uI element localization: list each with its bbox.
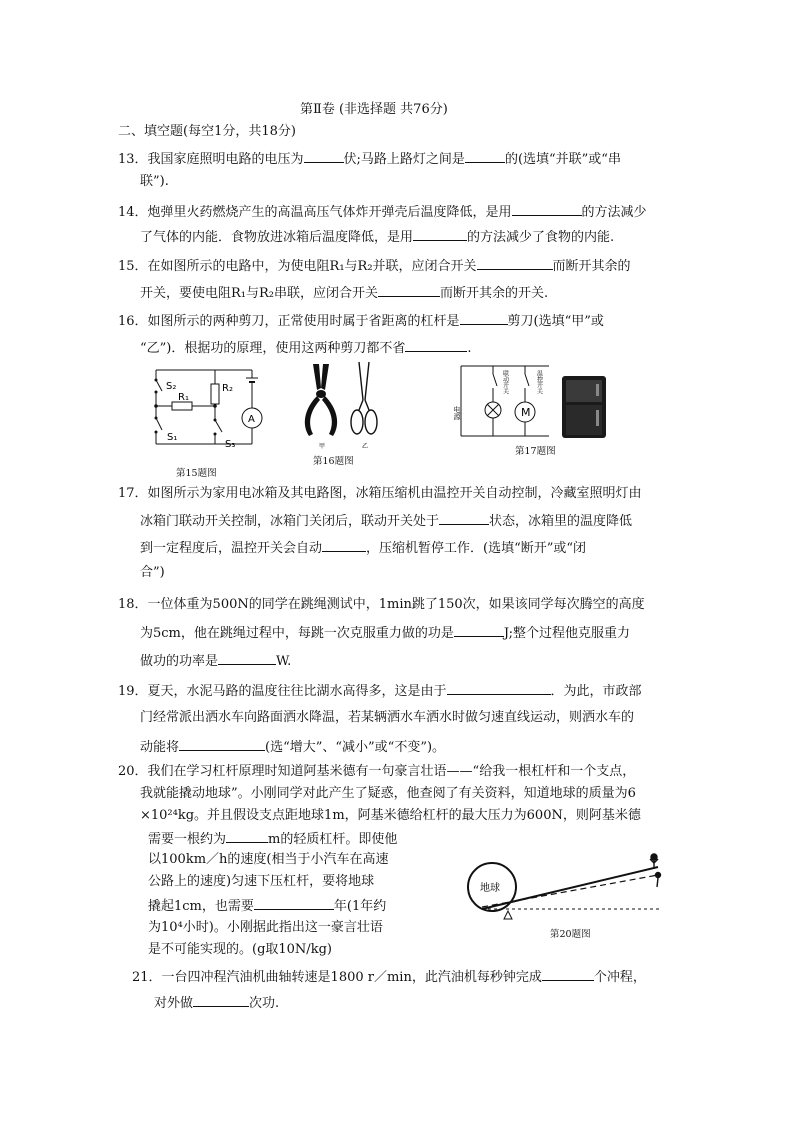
question-19-line-1: 19．夏天，水泥马路的温度往往比湖水高得多，这是由于 ．为此，市政部 [118,680,642,702]
question-20-line-8: 为10⁴小时)。小刚据此指出这一豪言壮语 [148,920,383,935]
answer-blank[interactable] [460,310,508,325]
answer-blank[interactable] [439,510,489,525]
question-13-line-1: 13．我国家庭照明电路的电压为 伏;马路上路灯之间是 的(选填“并联”或“串 [118,148,621,170]
question-17-line-4: 合”) [140,565,165,580]
answer-blank[interactable] [405,337,467,352]
label-earth: 地球 [480,883,500,894]
question-21-line-2: 对外做 次功. [154,992,279,1014]
answer-blank[interactable] [254,895,334,910]
question-18-line-2: 为5cm，他在跳绳过程中，每跳一次克服重力做的功是 J;整个过程他克服重力 [140,622,630,644]
question-14-line-1: 14．炮弹里火药燃烧产生的高温高压气体炸开弹壳后温度降低，是用 的方法减少 [118,201,647,223]
figure-15-caption: 第15题图 [176,468,217,479]
label-door-switch: 联动开关 [501,370,509,394]
answer-blank[interactable] [447,680,551,695]
figure-20-lever [462,845,672,925]
question-17-line-1: 17．如图所示为家用电冰箱及其电路图，冰箱压缩机由温控开关自动控制，冷藏室照明灯由 [118,486,642,501]
question-20-line-2: 我就能撬动地球”。小刚同学对此产生了疑惑，他查阅了有关资料，知道地球的质量为6 [140,786,636,801]
question-21-line-1: 21．一台四冲程汽油机曲轴转速是1800 r／min，此汽油机每秒钟完成 个冲程， [132,966,646,988]
answer-blank[interactable] [512,201,582,216]
label-r1: R₁ [178,392,189,403]
question-19-line-3: 动能将 (选“增大”、“减小”或“不变”)。 [140,736,445,758]
part-heading: 二、填空题(每空1分，共18分) [118,124,296,139]
answer-blank[interactable] [465,148,505,163]
label-ammeter: A [248,414,255,425]
question-17-line-2: 冰箱门联动开关控制，冰箱门关闭后，联动开关处于 状态，冰箱里的温度降低 [140,510,632,532]
question-17-line-3: 到一定程度后，温控开关会自动 ，压缩机暂停工作．(选填“断开”或“闭 [140,537,586,559]
question-19-line-2: 门经常派出洒水车向路面洒水降温，若某辆洒水车洒水时做匀速直线运动，则洒水车的 [140,710,635,725]
question-20-line-5: 以100km／h的速度(相当于小汽车在高速 [148,852,389,867]
answer-blank[interactable] [218,650,276,665]
label-s3: S₃ [225,439,236,450]
label-s2: S₂ [166,381,177,392]
label-yi: 乙 [362,443,369,450]
figure-16-scissors [295,360,387,450]
answer-blank[interactable] [304,148,344,163]
question-20-line-9: 是不可能实现的。(g取10N/kg) [148,942,332,957]
answer-blank[interactable] [322,537,366,552]
question-15-line-1: 15．在如图所示的电路中，为使电阻R₁与R₂并联，应闭合开关 而断开其余的 [118,255,631,277]
label-motor: M [521,406,531,419]
question-16-line-1: 16．如图所示的两种剪刀，正常使用时属于省距离的杠杆是 剪刀(选填“甲”或 [118,310,604,332]
question-15-line-2: 开关，要使电阻R₁与R₂串联，应闭合开关 而断开其余的开关. [140,282,548,304]
question-16-line-2: “乙”)．根据功的原理，使用这两种剪刀都不省 . [140,337,472,359]
question-20-line-7: 撬起1cm，也需要 年(1年约 [148,895,386,917]
figure-20-caption: 第20题图 [550,929,591,940]
question-20-line-4: 需要一根约为 m的轻质杠杆。即使他 [148,828,397,850]
question-18-line-3: 做功的功率是 W. [140,650,291,672]
fridge-picture [558,372,610,440]
answer-blank[interactable] [378,282,440,297]
label-r2: R₂ [222,383,233,394]
section-title: 第Ⅱ卷 (非选择题 共76分) [300,102,448,117]
answer-blank[interactable] [226,828,268,843]
label-s1: S₁ [167,432,178,443]
question-13-line-2: 联”). [140,174,169,189]
figure-16-caption: 第16题图 [313,456,354,467]
answer-blank[interactable] [193,992,249,1007]
figure-17-circuit [455,362,555,440]
question-18-line-1: 18．一位体重为500N的同学在跳绳测试中，1min跳了150次，如果该同学每次腾空的高度 [118,597,645,612]
figure-17-caption: 第17题图 [515,446,556,457]
question-20-line-6: 公路上的速度)匀速下压杠杆，要将地球 [148,874,375,889]
answer-blank[interactable] [454,622,504,637]
question-20-line-1: 20．我们在学习杠杆原理时知道阿基米德有一句豪言壮语——“给我一根杠杆和一个支点， [118,764,636,779]
label-source: 电源 [453,406,461,420]
answer-blank[interactable] [542,966,594,981]
figure-15-circuit [140,362,270,452]
answer-blank[interactable] [477,255,553,270]
answer-blank[interactable] [413,226,467,241]
label-jia: 甲 [319,443,326,450]
question-14-line-2: 了气体的内能．食物放进冰箱后温度降低，是用 的方法减少了食物的内能. [140,226,614,248]
answer-blank[interactable] [179,736,265,751]
question-20-line-3: ×10²⁴kg。并且假设支点距地球1m，阿基米德给杠杆的最大压力为600N，则阿基米德 [140,808,641,823]
label-temp-switch: 温控开关 [535,370,543,394]
